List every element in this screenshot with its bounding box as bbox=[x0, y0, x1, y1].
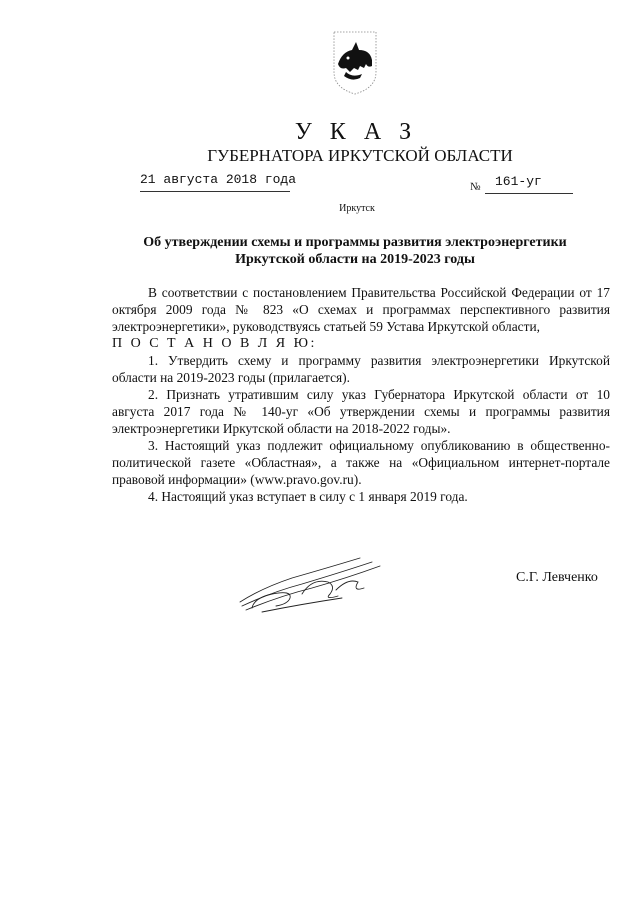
coat-of-arms-icon bbox=[328, 28, 382, 96]
document-date: 21 августа 2018 года bbox=[140, 172, 297, 187]
heading-line-2: Иркутской области на 2019-2023 годы bbox=[235, 252, 475, 267]
issuer-subtitle: ГУБЕРНАТОРА ИРКУТСКОЙ ОБЛАСТИ bbox=[207, 146, 513, 165]
item-paragraph-2: 2. Признать утратившим силу указ Губернатора Иркутской области от 10 августа 2017 года № 140-уг «Об утверждении схемы и программы развития электроэнергетики Иркутской области на 2018-2022 годы». bbox=[112, 387, 610, 436]
item-paragraph-3: 3. Настоящий указ подлежит официальному опубликованию в общественно-политической газете «Областная», а также на «Официальном интернет-портале правовой информации» (www.pravo.gov.ru). bbox=[112, 438, 610, 487]
handwritten-signature-icon bbox=[232, 548, 392, 618]
signatory-name: С.Г. Левченко bbox=[516, 570, 598, 585]
item-paragraph-1: 1. Утвердить схему и программу развития электроэнергетики Иркутской области на 2019-2023 годы (прилагается). bbox=[112, 353, 610, 385]
document-body bbox=[112, 284, 610, 505]
preamble-paragraph: В соответствии с постановлением Правительства Российской Федерации от 17 октября 2009 года № 823 «О схемах и программах перспективного развития электроэнергетики», руководствуясь статьей 59 Устава Иркутской области, bbox=[112, 285, 610, 334]
document-title: У К А З bbox=[294, 119, 418, 145]
decree-word: П О С Т А Н О В Л Я Ю: bbox=[112, 336, 317, 351]
heading-line-1: Об утверждении схемы и программы развития электроэнергетики bbox=[143, 235, 567, 250]
date-underline bbox=[140, 191, 290, 192]
item-paragraph-4: 4. Настоящий указ вступает в силу с 1 января 2019 года. bbox=[148, 489, 468, 504]
document-number: 161-уг bbox=[495, 174, 542, 189]
number-underline bbox=[485, 193, 573, 194]
document-heading bbox=[100, 234, 610, 268]
number-label: № bbox=[470, 181, 481, 193]
city-name: Иркутск bbox=[339, 203, 375, 214]
